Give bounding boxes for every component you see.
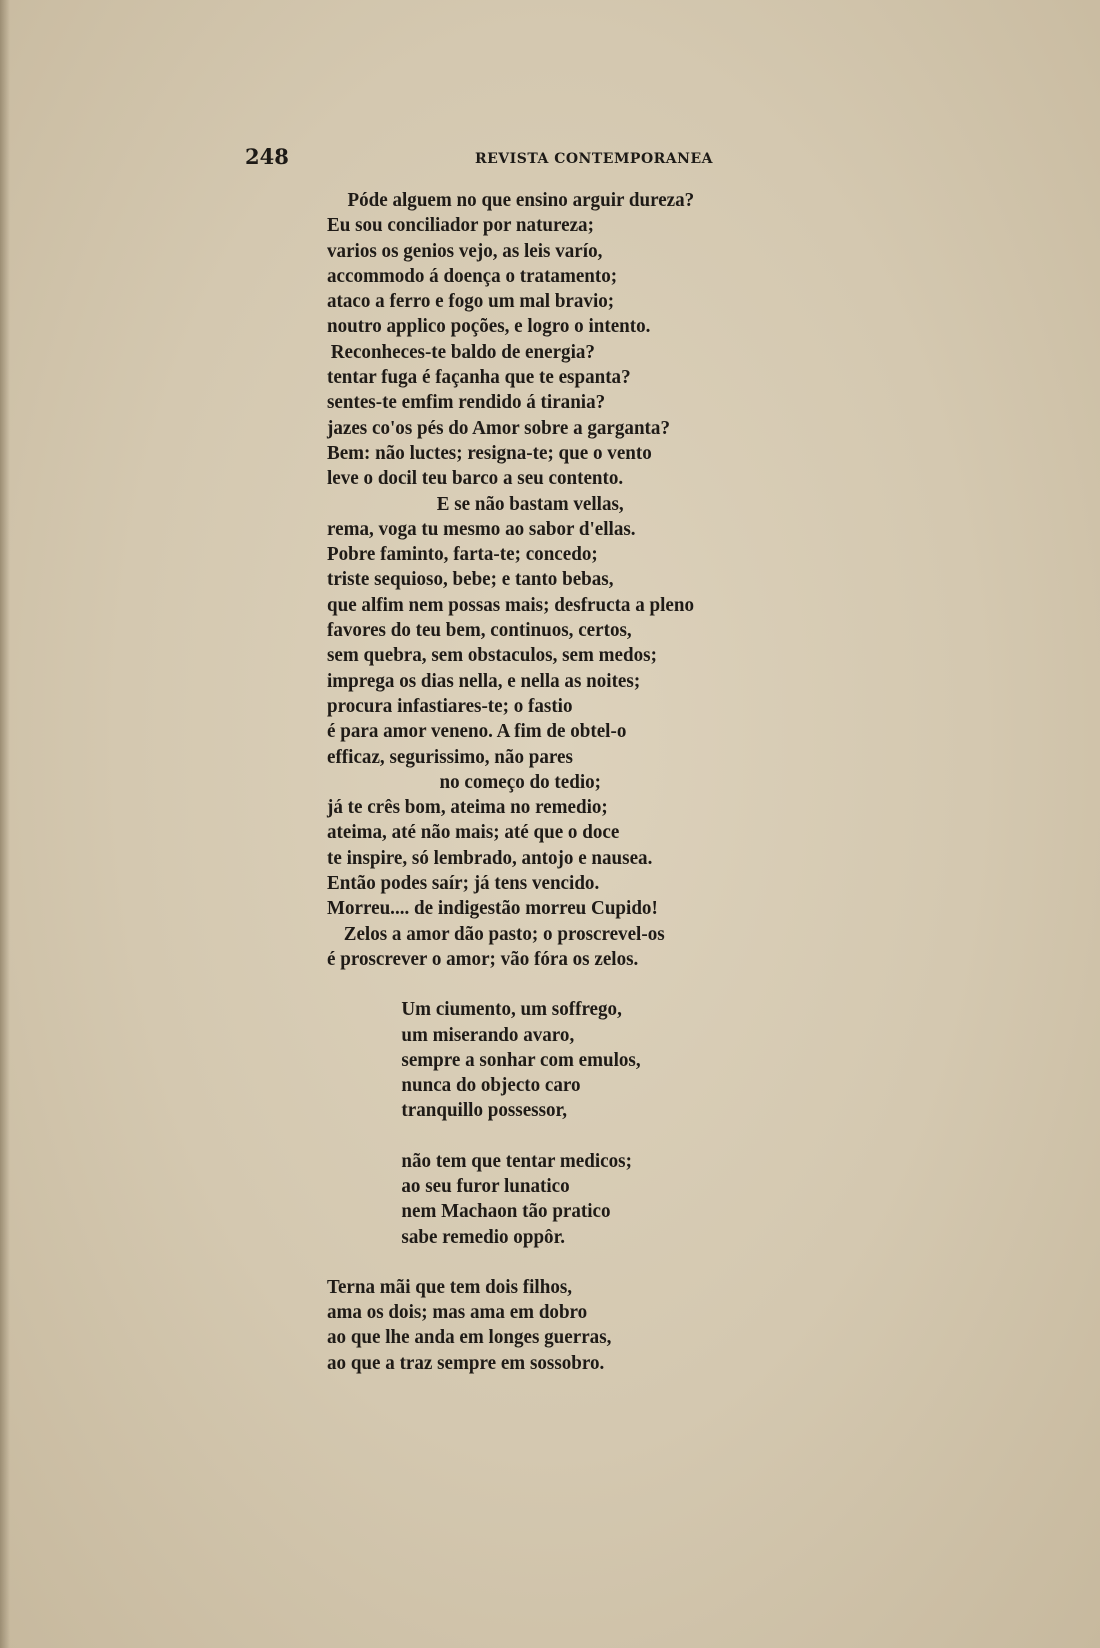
poem-line: sempre a sonhar com emulos,	[401, 1048, 641, 1071]
poem-line: accommodo á doença o tratamento;	[327, 264, 618, 287]
poem-line: ateima, até não mais; até que o doce	[327, 821, 620, 844]
poem-line: sentes-te emfim rendido á tirania?	[327, 391, 606, 414]
page-header	[245, 144, 715, 174]
poem-line: E se não bastam vellas,	[436, 492, 624, 515]
poem-line: é para amor veneno. A fim de obtel-o	[327, 720, 627, 743]
poem-line: Um ciumento, um soffrego,	[401, 998, 622, 1021]
poem-line: ataco a ferro e fogo um mal bravio;	[327, 290, 615, 313]
poem-line: Eu sou conciliador por natureza;	[327, 214, 594, 237]
poem-block-1	[327, 188, 757, 972]
page-edge-shadow	[0, 0, 10, 1648]
poem-line: Póde alguem no que ensino arguir dureza?	[347, 189, 695, 211]
poem-body	[327, 188, 757, 1376]
poem-block-4	[327, 1275, 757, 1376]
poem-line: tranquillo possessor,	[401, 1099, 568, 1122]
poem-line: procura infastiares-te; o fastio	[327, 694, 573, 717]
poem-line: te inspire, só lembrado, antojo e nausea.	[327, 846, 653, 869]
poem-line: Pobre faminto, farta-te; concedo;	[327, 543, 598, 566]
stanza-gap	[327, 972, 757, 997]
poem-line: noutro applico poções, e logro o intento.	[327, 315, 651, 338]
poem-line: Bem: não luctes; resigna-te; que o vento	[327, 441, 652, 464]
poem-line: efficaz, segurissimo, não pares	[327, 745, 573, 768]
poem-line: é proscrever o amor; vão fóra os zelos.	[327, 947, 639, 970]
poem-block-2	[327, 997, 757, 1123]
poem-line: no começo do tedio;	[439, 770, 602, 793]
running-head: REVISTA CONTEMPORANEA	[475, 151, 713, 167]
poem-line: nem Machaon tão pratico	[401, 1200, 611, 1223]
poem-line: imprega os dias nella, e nella as noites;	[327, 669, 641, 692]
poem-line: Então podes saír; já tens vencido.	[327, 872, 600, 895]
poem-line: sem quebra, sem obstaculos, sem medos;	[327, 644, 657, 667]
poem-line: ao que lhe anda em longes guerras,	[327, 1326, 612, 1349]
poem-line: favores do teu bem, continuos, certos,	[327, 619, 632, 642]
poem-line: ao seu furor lunatico	[401, 1174, 570, 1197]
poem-line: sabe remedio oppôr.	[401, 1225, 566, 1248]
poem-line: leve o docil teu barco a seu contento.	[327, 467, 624, 490]
poem-line: Morreu.... de indigestão morreu Cupido!	[327, 897, 658, 920]
poem-line: já te crês bom, ateima no remedio;	[327, 796, 608, 819]
poem-line: Zelos a amor dão pasto; o proscrevel-os	[343, 922, 665, 945]
poem-line: tentar fuga é façanha que te espanta?	[327, 366, 631, 389]
page-number: 248	[245, 144, 289, 169]
stanza-gap	[327, 1250, 757, 1275]
poem-line: que alfim nem possas mais; desfructa a pleno	[327, 593, 695, 616]
poem-line: nunca do objecto caro	[401, 1074, 581, 1097]
poem-block-3	[327, 1149, 757, 1250]
poem-line: jazes co'os pés do Amor sobre a garganta?	[327, 416, 670, 439]
poem-line: um miserando avaro,	[401, 1023, 575, 1046]
poem-line: ama os dois; mas ama em dobro	[327, 1301, 588, 1324]
poem-line: Reconheces-te baldo de energia?	[330, 340, 595, 363]
stanza-gap	[327, 1124, 757, 1149]
poem-line: varios os genios vejo, as leis varío,	[327, 239, 603, 262]
poem-line: Terna mãi que tem dois filhos,	[327, 1275, 573, 1298]
poem-line: não tem que tentar medicos;	[401, 1149, 632, 1172]
poem-line: triste sequioso, bebe; e tanto bebas,	[327, 568, 614, 591]
poem-line: rema, voga tu mesmo ao sabor d'ellas.	[327, 517, 636, 540]
poem-line: ao que a traz sempre em sossobro.	[327, 1351, 605, 1374]
